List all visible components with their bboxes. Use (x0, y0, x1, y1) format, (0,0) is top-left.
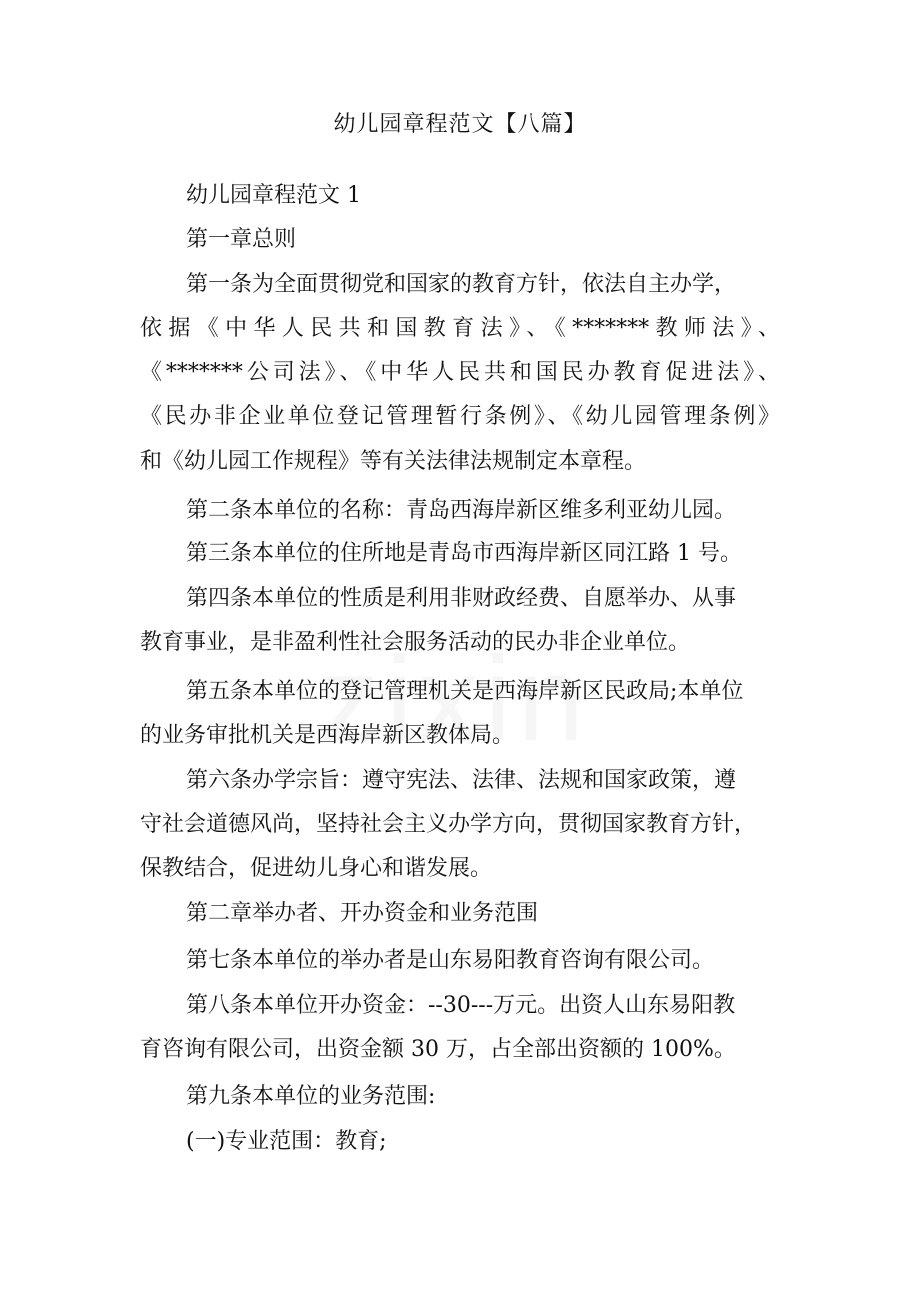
paragraph-line: 第八条本单位开办资金：--30---万元。出资人山东易阳教 (186, 993, 736, 1018)
paragraph-line: 《*******公司法》、《中华人民共和国民办教育促进法》、 (140, 360, 780, 385)
paragraph-line: 《民办非企业单位登记管理暂行条例》、《幼儿园管理条例》 (140, 404, 780, 429)
paragraph-line: 第七条本单位的举办者是山东易阳教育咨询有限公司。 (186, 948, 715, 973)
paragraph-line: 第一条为全面贯彻党和国家的教育方针，依法自主办学， (186, 272, 737, 297)
paragraph-line: 和《幼儿园工作规程》等有关法律法规制定本章程。 (140, 449, 647, 474)
paragraph-line: 第九条本单位的业务范围: (186, 1084, 436, 1109)
paragraph-line: 育咨询有限公司，出资金额 30 万，占全部出资额的 100%。 (140, 1037, 736, 1062)
paragraph-line: 第四条本单位的性质是利用非财政经费、自愿举办、从事 (186, 586, 737, 611)
paragraph-line: (一)专业范围：教育; (186, 1129, 387, 1154)
chapter-heading: 第一章总则 (186, 227, 297, 252)
paragraph-line: 守社会道德风尚，坚持社会主义办学方向，贯彻国家教育方针， (140, 812, 757, 837)
document-title: 幼儿园章程范文【八篇】 (333, 112, 587, 137)
paragraph-line: 依据《中华人民共和国教育法》、《*******教师法》、 (140, 316, 780, 341)
paragraph-line: 保教结合，促进幼儿身心和谐发展。 (140, 856, 493, 881)
paragraph-line: 第六条办学宗旨：遵守宪法、法律、法规和国家政策，遵 (186, 768, 737, 793)
paragraph-line: 教育事业，是非盈利性社会服务活动的民办非企业单位。 (140, 630, 691, 655)
paragraph-line: 第五条本单位的登记管理机关是西海岸新区民政局;本单位 (186, 679, 744, 704)
paragraph-line: 第二条本单位的名称：青岛西海岸新区维多利亚幼儿园。 (186, 498, 737, 523)
section-heading: 幼儿园章程范文 1 (186, 183, 361, 208)
paragraph-line: 第三条本单位的住所地是青岛市西海岸新区同江路 1 号。 (186, 541, 742, 566)
paragraph-line: 的业务审批机关是西海岸新区教体局。 (140, 723, 515, 748)
chapter-heading: 第二章举办者、开办资金和业务范围 (186, 901, 539, 926)
